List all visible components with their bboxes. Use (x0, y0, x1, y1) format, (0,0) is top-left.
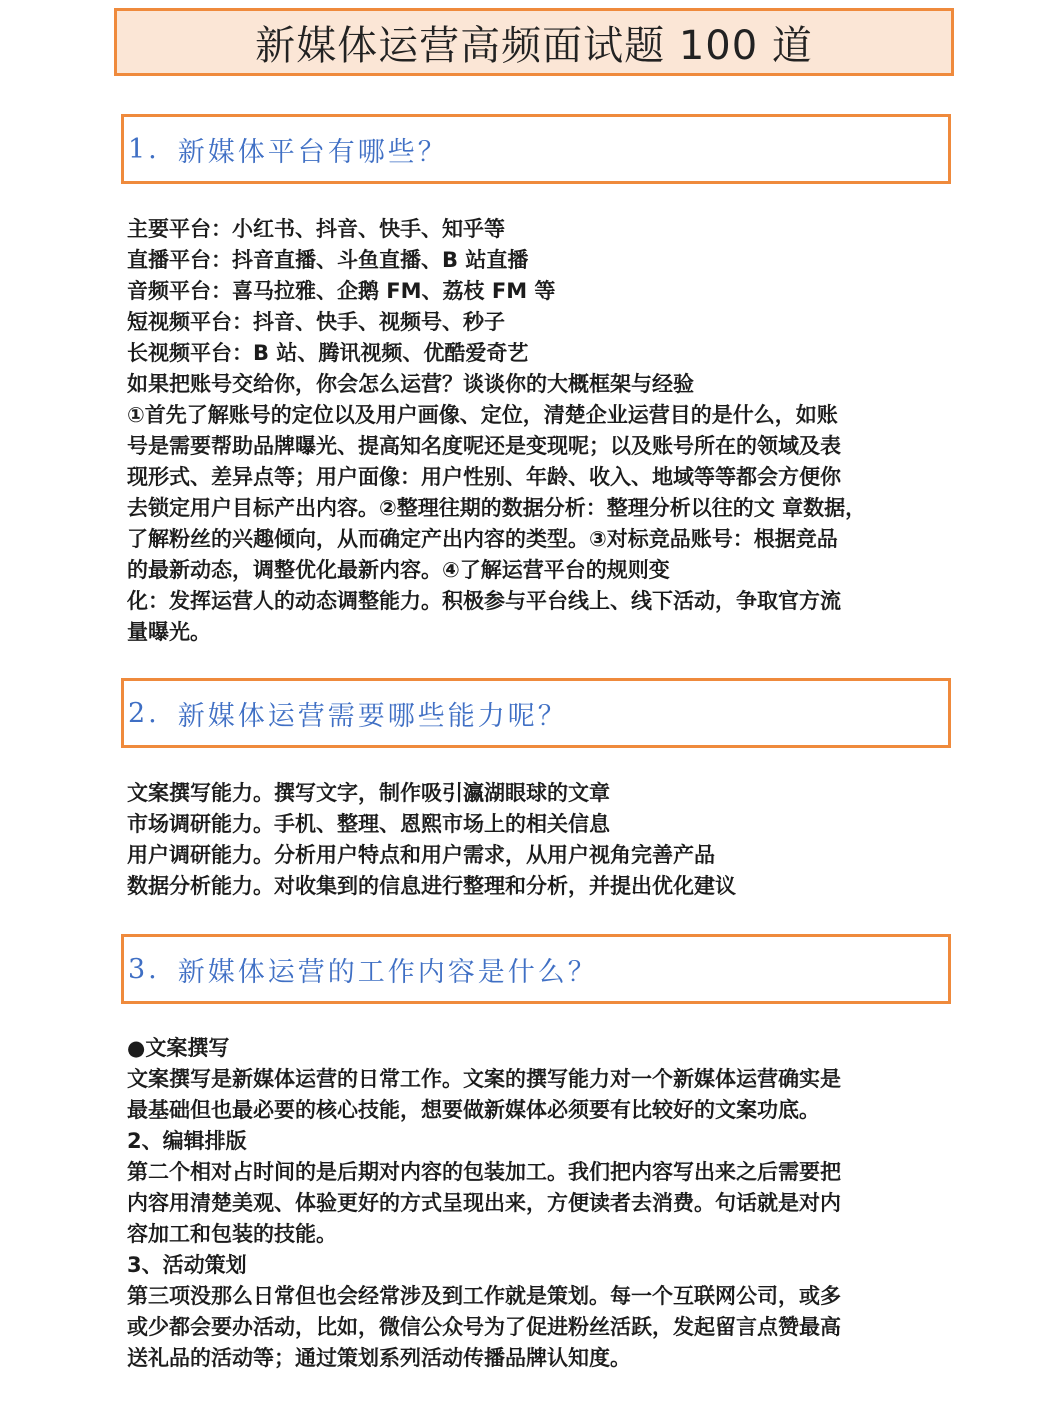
question-2-box (121, 678, 951, 748)
answer-3 (127, 1033, 952, 1374)
answer-line: 或少都会要办活动，比如，微信公众号为了促进粉丝活跃，发起留言点赞最高 (127, 1315, 841, 1339)
answer-line: ①首先了解账号的定位以及用户画像、定位，清楚企业运营目的是什么，如账 (127, 403, 838, 427)
answer-line: 音频平台：喜马拉雅、企鹅 FM、荔枝 FM 等 (127, 279, 556, 303)
answer-line: 了解粉丝的兴趣倾向，从而确定产出内容的类型。③对标竞品账号：根据竞品 (127, 527, 838, 551)
answer-line: ●文案撰写 (127, 1036, 230, 1060)
answer-line: 送礼品的活动等；通过策划系列活动传播品牌认知度。 (127, 1346, 631, 1370)
answer-line: 直播平台：抖音直播、斗鱼直播、B 站直播 (127, 248, 529, 272)
answer-2 (127, 778, 952, 902)
answer-line: 现形式、差异点等；用户面像：用户性别、年龄、收入、地域等等都会方便你 (127, 465, 841, 489)
question-2-title: 新媒体运营需要哪些能力呢？ (177, 700, 568, 732)
question-1-number: 1. (128, 133, 160, 165)
answer-line: 号是需要帮助品牌曝光、提高知名度呢还是变现呢；以及账号所在的领域及表 (127, 434, 841, 458)
answer-1 (127, 214, 952, 648)
answer-line: 主要平台：小红书、抖音、快手、知乎等 (127, 217, 505, 241)
page-title: 新媒体运营高频面试题 100 道 (114, 8, 954, 76)
answer-line: 量曝光。 (127, 620, 211, 644)
answer-line: 2、编辑排版 (127, 1129, 247, 1153)
answer-line: 文案撰写能力。撰写文字，制作吸引瀛湖眼球的文章 (127, 781, 610, 805)
answer-line: 内容用清楚美观、体验更好的方式呈现出来，方便读者去消费。句话就是对内 (127, 1191, 841, 1215)
answer-line: 最基础但也最必要的核心技能，想要做新媒体必须要有比较好的文案功底。 (127, 1098, 820, 1122)
answer-line: 长视频平台：B 站、腾讯视频、优酷爱奇艺 (127, 341, 529, 365)
answer-line: 的最新动态，调整优化最新内容。④了解运营平台的规则变 (127, 558, 670, 582)
answer-line: 短视频平台：抖音、快手、视频号、秒子 (127, 310, 505, 334)
question-1-box (121, 114, 951, 184)
answer-line: 文案撰写是新媒体运营的日常工作。文案的撰写能力对一个新媒体运营确实是 (127, 1067, 841, 1091)
question-3-number: 3. (128, 953, 160, 985)
answer-line: 数据分析能力。对收集到的信息进行整理和分析，并提出优化建议 (127, 874, 736, 898)
answer-line: 用户调研能力。分析用户特点和用户需求，从用户视角完善产品 (127, 843, 715, 867)
answer-line: 3、活动策划 (127, 1253, 247, 1277)
answer-line: 化：发挥运营人的动态调整能力。积极参与平台线上、线下活动，争取官方流 (127, 589, 841, 613)
question-2-number: 2. (128, 697, 160, 729)
answer-line: 市场调研能力。手机、整理、恩熙市场上的相关信息 (127, 812, 610, 836)
answer-line: 第三项没那么日常但也会经常涉及到工作就是策划。每一个互联网公司，或多 (127, 1284, 841, 1308)
answer-line: 容加工和包装的技能。 (127, 1222, 337, 1246)
answer-line: 第二个相对占时间的是后期对内容的包装加工。我们把内容写出来之后需要把 (127, 1160, 841, 1184)
question-3-title: 新媒体运营的工作内容是什么？ (177, 956, 598, 988)
answer-line: 如果把账号交给你，你会怎么运营？谈谈你的大概框架与经验 (127, 372, 694, 396)
question-1-title: 新媒体平台有哪些？ (177, 136, 448, 168)
answer-line: 去锁定用户目标产出内容。②整理往期的数据分析：整理分析以往的文 章数据， (127, 496, 867, 520)
question-3-box (121, 934, 951, 1004)
